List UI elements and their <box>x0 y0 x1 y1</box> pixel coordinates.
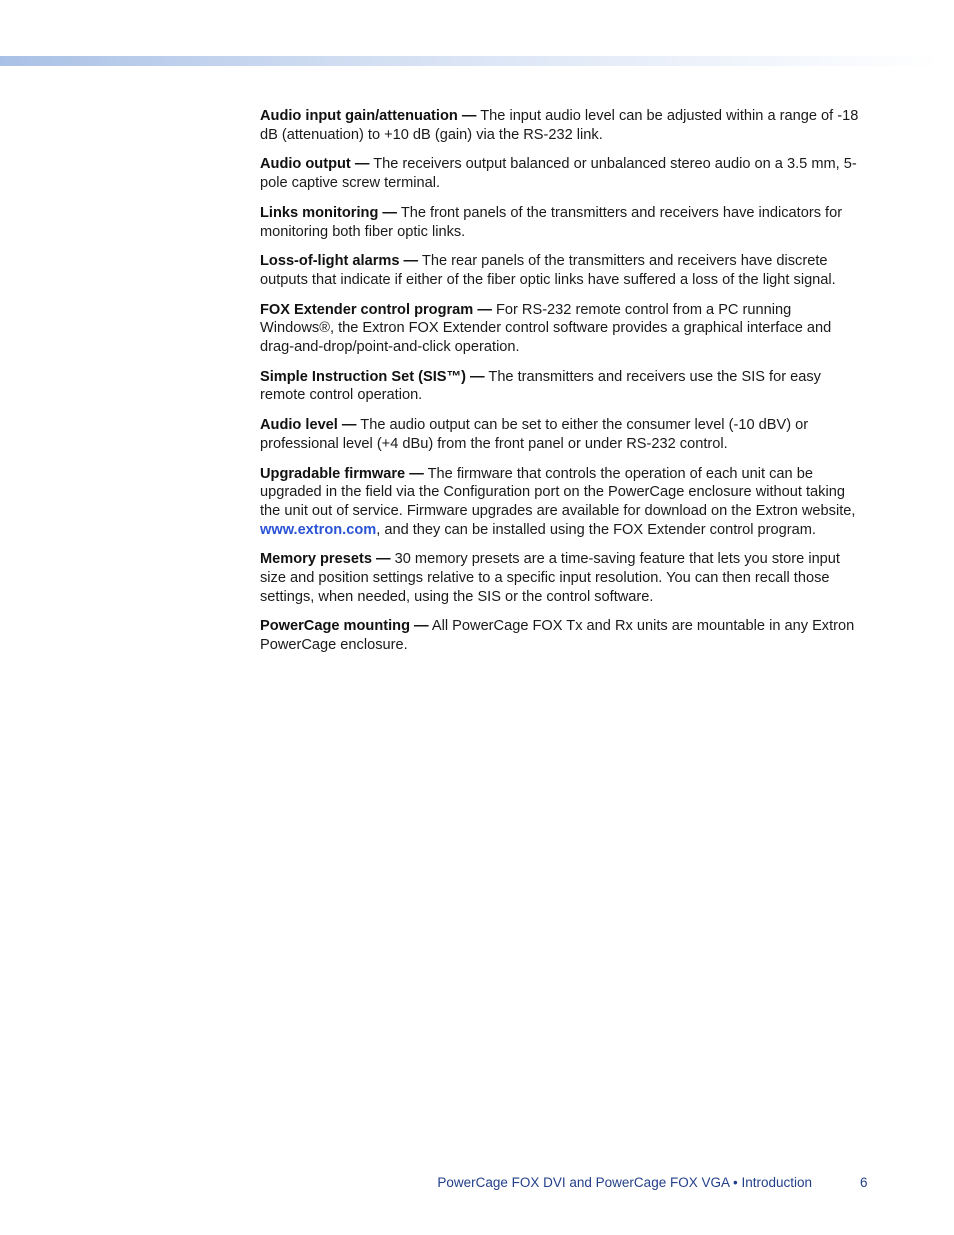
feature-item-loss-of-light-alarms <box>260 252 866 289</box>
feature-text: The rear panels of the transmitters and receivers have discrete outputs that indicate if either of the fiber optic links have suffered a loss of the light signal. <box>260 253 836 288</box>
feature-item-audio-level <box>260 416 866 453</box>
feature-term: FOX Extender control program — <box>260 301 492 318</box>
feature-term: Upgradable firmware — <box>260 465 424 482</box>
feature-term: Links monitoring — <box>260 204 398 221</box>
feature-item-fox-extender-control-program <box>260 301 866 357</box>
feature-item-memory-presets <box>260 550 866 606</box>
footer-document-title: PowerCage FOX DVI and PowerCage FOX VGA • Introduction <box>437 1175 812 1190</box>
feature-term: Audio output — <box>260 156 370 173</box>
feature-item-audio-input-gain <box>260 107 866 144</box>
feature-term: Loss-of-light alarms — <box>260 253 419 270</box>
feature-term: Audio level — <box>260 417 357 434</box>
feature-text: The transmitters and receivers use the SIS for easy remote control operation. <box>260 368 821 404</box>
feature-item-simple-instruction-set <box>260 368 866 405</box>
feature-text: All PowerCage FOX Tx and Rx units are mountable in any Extron PowerCage enclosure. <box>260 618 855 654</box>
feature-text: The receivers output balanced or unbalanced stereo audio on a 3.5 mm, 5-pole captive screw terminal. <box>260 156 857 192</box>
feature-text: The front panels of the transmitters and receivers have indicators for monitoring both fiber optic links. <box>260 204 843 240</box>
feature-term: Memory presets — <box>260 551 391 568</box>
page-footer <box>0 1175 954 1193</box>
feature-item-upgradable-firmware <box>260 465 866 540</box>
feature-term: Simple Instruction Set (SIS™) — <box>260 368 485 385</box>
feature-text: The audio output can be set to either the consumer level (-10 dBV) or professional level (+4 dBu) from the front panel or under RS-232 control. <box>260 417 809 452</box>
feature-item-links-monitoring <box>260 204 866 241</box>
feature-text: The input audio level can be adjusted within a range of -18 dB (attenuation) to +10 dB (gain) via the RS-232 link. <box>260 108 859 143</box>
feature-text-continued: , and they can be installed using the FOX Extender control program. <box>376 521 816 538</box>
feature-list <box>260 107 866 666</box>
header-gradient-band <box>0 56 940 66</box>
feature-term: Audio input gain/attenuation — <box>260 108 477 124</box>
feature-text: 30 memory presets are a time-saving feature that lets you store input size and position settings relative to a specific input resolution. You can then recall those settings, when needed, using the SIS or the control software. <box>260 551 840 605</box>
feature-term: PowerCage mounting — <box>260 618 429 635</box>
feature-item-powercage-mounting <box>260 617 866 654</box>
feature-text: For RS-232 remote control from a PC running Windows®, the Extron FOX Extender control software provides a graphical interface and drag-and-drop/point-and-click operation. <box>260 301 832 356</box>
footer-page-number: 6 <box>860 1175 868 1190</box>
feature-item-audio-output <box>260 155 866 192</box>
extron-website-link[interactable]: www.extron.com <box>260 521 377 538</box>
feature-text: The firmware that controls the operation of each unit can be upgraded in the field via the Configuration port on the PowerCage enclosure without taking the unit out of service. Firmware upgrades are available for download on the Extron website, <box>260 465 856 519</box>
